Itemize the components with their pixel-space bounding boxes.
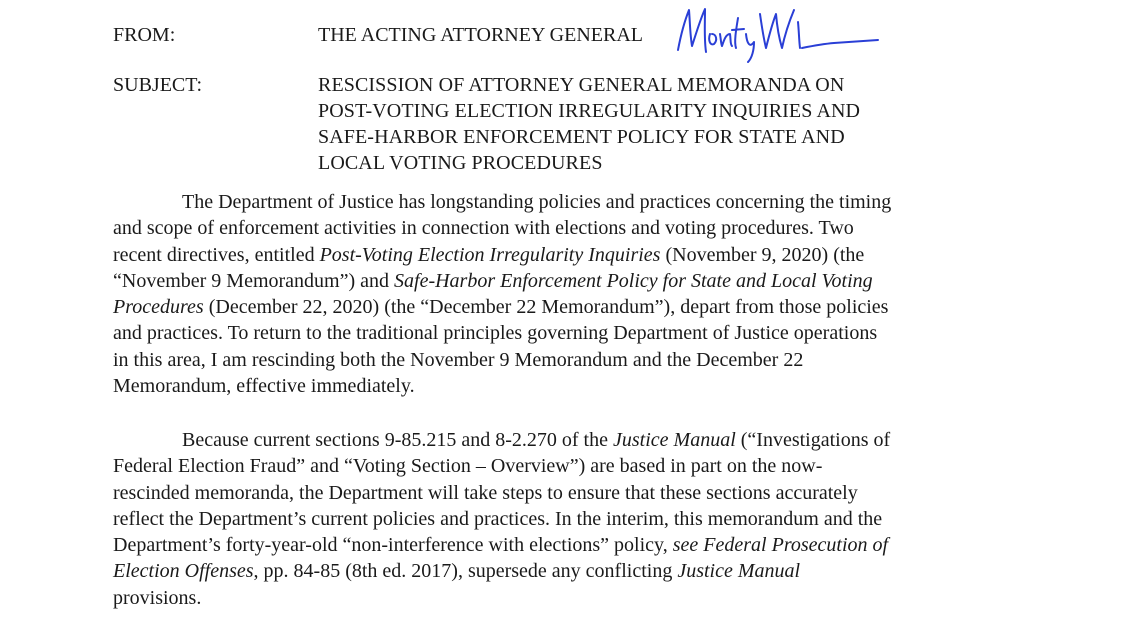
paragraph-line: Department’s forty-year-old “non-interference with elections” policy, see Federal Prosecution of — [113, 534, 889, 557]
memo-title-post-voting: Post-Voting Election Irregularity Inquiries — [319, 243, 661, 266]
federal-prosecution-citation-cont: Election Offenses — [113, 560, 254, 583]
paragraph-line: provisions. — [113, 586, 202, 609]
subject-line: RESCISSION OF ATTORNEY GENERAL MEMORANDA ON — [318, 74, 845, 96]
subject-value — [318, 72, 938, 176]
paragraph-line: Procedures (December 22, 2020) (the “December 22 Memorandum”), depart from those policies — [113, 296, 889, 319]
body-paragraph-1 — [113, 189, 1013, 399]
subject-label: SUBJECT: — [113, 74, 203, 96]
paragraph-line: rescinded memoranda, the Department will take steps to ensure that these sections accurately — [113, 481, 858, 504]
subject-line: SAFE-HARBOR ENFORCEMENT POLICY FOR STATE AND — [318, 126, 845, 148]
paragraph-line: and practices. To return to the traditional principles governing Department of Justice operations — [113, 322, 878, 345]
paragraph-line: The Department of Justice has longstanding policies and practices concerning the timing — [182, 191, 892, 213]
paragraph-line: Memorandum, effective immediately. — [113, 375, 415, 398]
signature-text: Monty Wilkinson — [672, 4, 680, 5]
memo-title-safe-harbor-cont: Procedures — [113, 296, 204, 319]
paragraph-line: in this area, I am rescinding both the November 9 Memorandum and the December 22 — [113, 348, 804, 371]
paragraph-line: reflect the Department’s current policies and practices. In the interim, this memorandum and the — [113, 507, 883, 530]
paragraph-line: and scope of enforcement activities in connection with elections and voting procedures. Two — [113, 217, 854, 240]
subject-line: LOCAL VOTING PROCEDURES — [318, 152, 603, 174]
paragraph-line: “November 9 Memorandum”) and Safe-Harbor Enforcement Policy for State and Local Voting — [113, 269, 873, 292]
signature-image — [672, 4, 887, 64]
justice-manual-citation-2: Justice Manual — [677, 560, 801, 583]
paragraph-line: Election Offenses, pp. 84-85 (8th ed. 2017), supersede any conflicting Justice Manual — [113, 560, 801, 583]
from-label: FROM: — [113, 24, 176, 46]
paragraph-line: Because current sections 9-85.215 and 8-2.270 of the Justice Manual (“Investigations of — [182, 429, 891, 451]
paragraph-line: Federal Election Fraud” and “Voting Section – Overview”) are based in part on the now- — [113, 455, 823, 478]
memo-title-safe-harbor: Safe-Harbor Enforcement Policy for State and Local Voting — [394, 269, 873, 292]
paragraph-line: recent directives, entitled Post-Voting Election Irregularity Inquiries (November 9, 2020) (the — [113, 243, 865, 266]
federal-prosecution-citation: see Federal Prosecution of — [672, 534, 889, 557]
body-paragraph-2 — [113, 427, 1013, 611]
subject-line: POST-VOTING ELECTION IRREGULARITY INQUIRIES AND — [318, 100, 861, 122]
from-value: THE ACTING ATTORNEY GENERAL — [318, 24, 643, 46]
justice-manual-citation: Justice Manual — [613, 429, 736, 451]
